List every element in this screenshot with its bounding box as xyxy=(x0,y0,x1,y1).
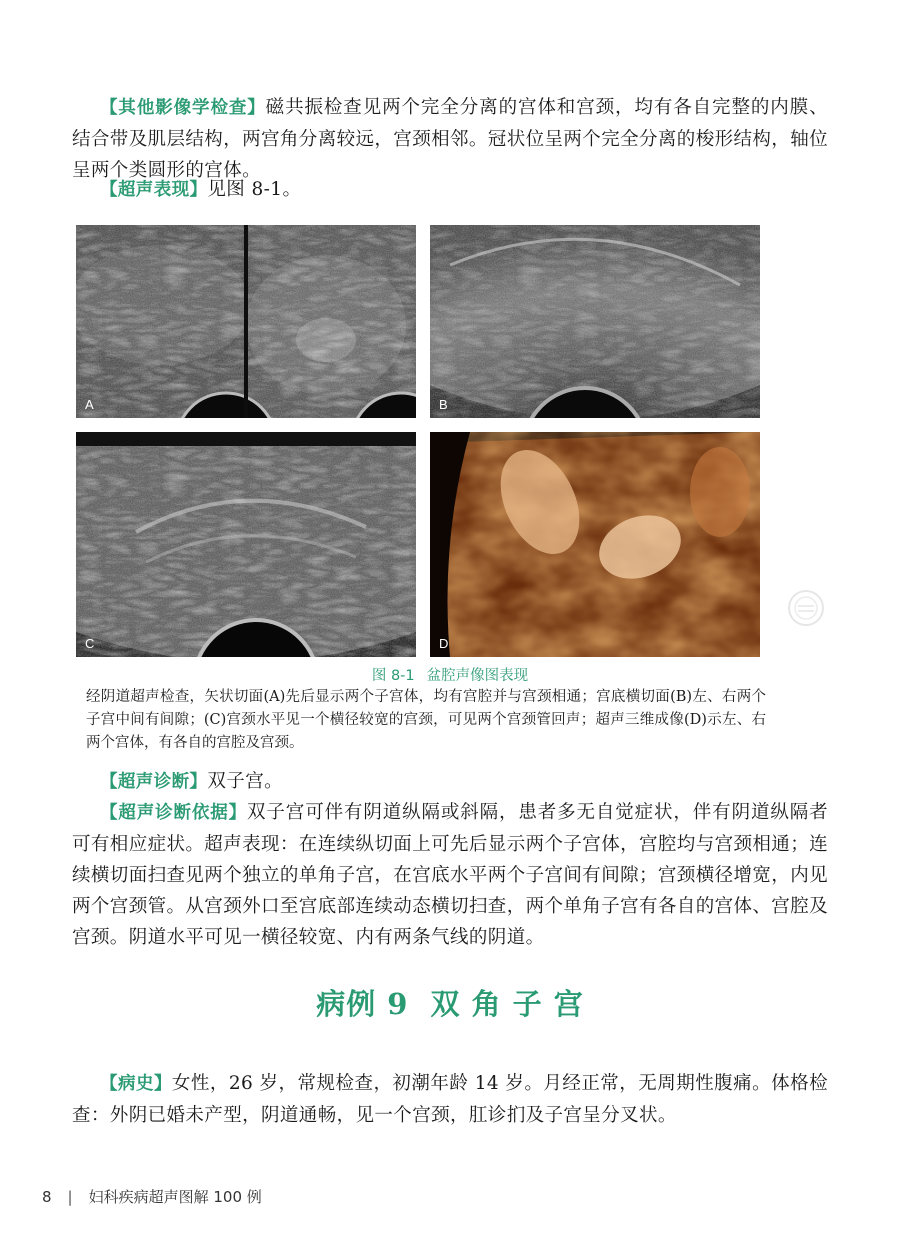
panel-label-c: C xyxy=(85,636,95,651)
figure-panel-a xyxy=(76,225,416,418)
figure-title: 盆腔声像图表现 xyxy=(426,668,529,684)
label-ultrasound-findings: 【超声表现】 xyxy=(100,180,208,200)
paragraph-medical-history xyxy=(72,1068,828,1131)
footer-separator: | xyxy=(67,1188,73,1206)
label-medical-history: 【病史】 xyxy=(100,1074,172,1094)
label-diagnosis-basis: 【超声诊断依据】 xyxy=(100,803,248,823)
figure-panel-b xyxy=(430,225,760,418)
panel-label-b: B xyxy=(439,397,448,412)
case-title: 双 角 子 宫 xyxy=(430,987,584,1021)
label-ultrasound-diagnosis: 【超声诊断】 xyxy=(100,772,208,792)
page-footer xyxy=(42,1186,262,1207)
text-medical-history: 女性，26 岁，常规检查，初潮年龄 14 岁。月经正常，无周期性腹痛。体格检查：外阴已婚未产型，阴道通畅，见一个宫颈，肛诊扪及子宫呈分叉状。 xyxy=(72,1073,828,1126)
ultrasound-image-b xyxy=(430,225,760,418)
watermark-seal-icon xyxy=(786,588,826,628)
paragraph-other-imaging xyxy=(72,92,828,186)
ultrasound-3d-image-d xyxy=(430,432,760,657)
book-title: 妇科疾病超声图解 100 例 xyxy=(88,1188,262,1206)
figure-number: 图 8-1 xyxy=(371,668,415,684)
figure-panel-d xyxy=(430,432,760,657)
paragraph-diagnosis-basis xyxy=(72,797,828,953)
page-number: 8 xyxy=(42,1188,52,1206)
figure-panel-c xyxy=(76,432,416,657)
case-number: 病例 9 xyxy=(316,987,409,1021)
figure-caption-body: 经阴道超声检查，矢状切面(A)先后显示两个子宫体，均有宫腔并与宫颈相通；宫底横切面(B)左、右两个子宫中间有间隙；(C)宫颈水平见一个横径较宽的宫颈，可见两个宫颈管回声；超声三维成像(D)示左、右两个宫体，有各自的宫腔及宫颈。 xyxy=(86,689,766,751)
text-other-imaging: 磁共振检查见两个完全分离的宫体和宫颈，均有各自完整的内膜、结合带及肌层结构，两宫角分离较远，宫颈相邻。冠状位呈两个完全分离的梭形结构，轴位呈两个类圆形的宫体。 xyxy=(72,97,829,181)
figure-caption-title xyxy=(0,664,900,685)
panel-label-d: D xyxy=(439,636,449,651)
ultrasound-image-a xyxy=(76,225,416,418)
panel-label-a: A xyxy=(85,397,94,412)
paragraph-ultrasound-findings xyxy=(72,174,828,206)
text-ultrasound-findings: 见图 8-1。 xyxy=(207,179,302,200)
ultrasound-image-c xyxy=(76,432,416,657)
case-section-title xyxy=(0,982,900,1023)
text-ultrasound-diagnosis: 双子宫。 xyxy=(207,771,284,792)
label-other-imaging: 【其他影像学检查】 xyxy=(100,98,266,118)
text-diagnosis-basis: 双子宫可伴有阴道纵隔或斜隔，患者多无自觉症状，伴有阴道纵隔者可有相应症状。超声表现：在连续纵切面上可先后显示两个子宫体，宫腔均与宫颈相通；连续横切面扫查见两个独立的单角子宫，在宫底水平两个子宫间有间隙；宫颈横径增宽，内见两个宫颈管。从宫颈外口至宫底部连续动态横切扫查，两个单角子宫有各自的宫体、宫腔及宫颈。阴道水平可见一横径较宽、内有两条气线的阴道。 xyxy=(72,802,829,948)
paragraph-ultrasound-diagnosis xyxy=(72,766,828,798)
